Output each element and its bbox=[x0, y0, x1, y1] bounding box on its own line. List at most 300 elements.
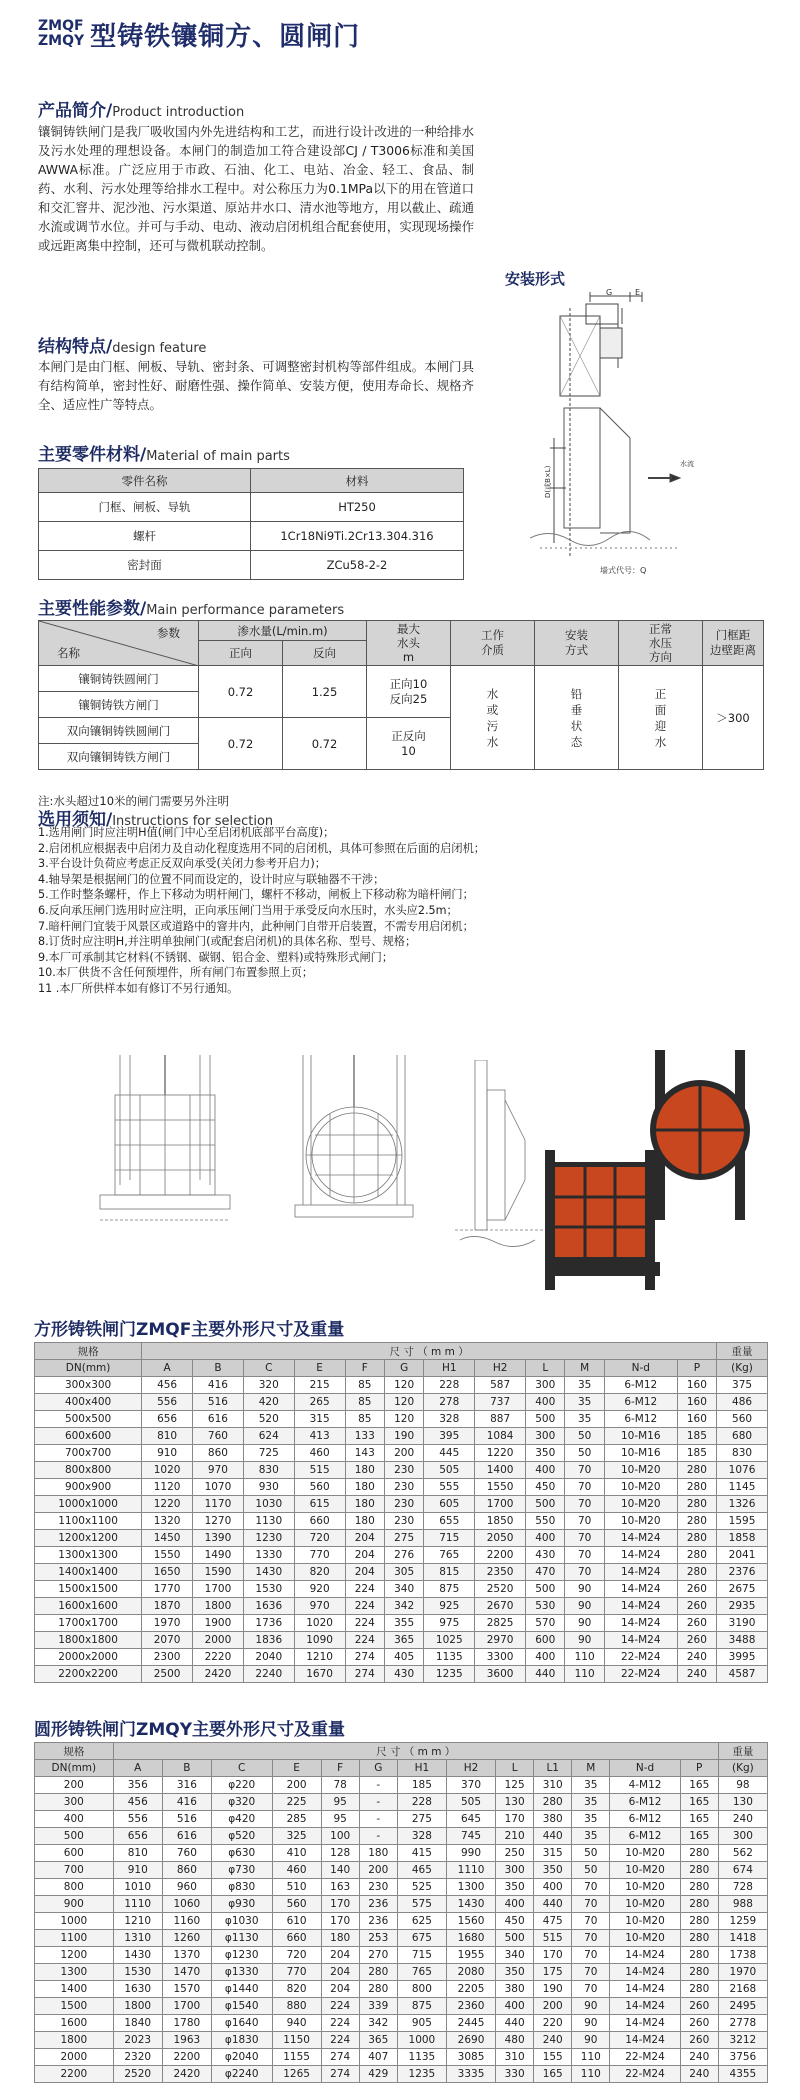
table-cell: 22-M24 bbox=[604, 1666, 677, 1683]
table-cell: 656 bbox=[142, 1411, 193, 1428]
intro-heading-cn: 产品简介/ bbox=[38, 101, 113, 121]
table-cell: 14-M24 bbox=[610, 1964, 680, 1981]
table-row bbox=[35, 1547, 768, 1564]
table-cell: 2240 bbox=[243, 1666, 294, 1683]
table-cell: 2778 bbox=[718, 2015, 767, 2032]
table-cell: 616 bbox=[193, 1411, 244, 1428]
table-cell: 280 bbox=[677, 1496, 716, 1513]
perf-h-fwd: 正向 bbox=[199, 641, 283, 666]
table-cell: 280 bbox=[680, 1913, 718, 1930]
table-cell: 370 bbox=[446, 1777, 495, 1794]
perf-name: 双向镶铜铸铁圆闸门 bbox=[39, 718, 199, 744]
parts-heading bbox=[38, 440, 290, 465]
table-cell: 830 bbox=[243, 1462, 294, 1479]
table-cell: 1530 bbox=[113, 1964, 162, 1981]
table-cell: 430 bbox=[384, 1666, 423, 1683]
table-cell: 70 bbox=[565, 1547, 604, 1564]
table-cell: 1970 bbox=[718, 1964, 767, 1981]
table-cell: 500 bbox=[35, 1828, 114, 1845]
table-row bbox=[35, 1998, 768, 2015]
table-cell: 1110 bbox=[113, 1896, 162, 1913]
table-cell: 420 bbox=[243, 1394, 294, 1411]
table-cell: 1130 bbox=[243, 1513, 294, 1530]
table-cell: 2041 bbox=[717, 1547, 768, 1564]
table-cell: 728 bbox=[718, 1879, 767, 1896]
table-cell: 236 bbox=[359, 1896, 397, 1913]
col-header: F bbox=[345, 1360, 384, 1377]
table-cell: 480 bbox=[496, 2032, 534, 2049]
table-cell: 204 bbox=[321, 1964, 359, 1981]
table-cell: 460 bbox=[272, 1862, 321, 1879]
table-cell: 700x700 bbox=[35, 1445, 142, 1462]
table-cell: φ630 bbox=[211, 1845, 272, 1862]
table-cell: 1770 bbox=[142, 1581, 193, 1598]
table-cell: 720 bbox=[294, 1530, 345, 1547]
table-row bbox=[35, 1377, 768, 1394]
list-item: 10.本厂供货不含任何预埋件，所有闸门布置参照上页； bbox=[38, 966, 314, 980]
table-cell: 280 bbox=[677, 1513, 716, 1530]
table-cell: 2350 bbox=[475, 1564, 526, 1581]
table-cell: 737 bbox=[475, 1394, 526, 1411]
table-cell: 500 bbox=[526, 1581, 565, 1598]
table-cell: 22-M24 bbox=[610, 2066, 680, 2083]
table-cell: 10-M20 bbox=[610, 1879, 680, 1896]
table-cell: 456 bbox=[142, 1377, 193, 1394]
table-cell: 1700 bbox=[475, 1496, 526, 1513]
round-dimension-table bbox=[34, 1742, 768, 2083]
table-cell: 1155 bbox=[272, 2049, 321, 2066]
table-cell: 180 bbox=[345, 1479, 384, 1496]
table-cell: 1300 bbox=[446, 1879, 495, 1896]
table-cell: 400 bbox=[526, 1530, 565, 1547]
table-row bbox=[35, 1530, 768, 1547]
table-cell: 274 bbox=[345, 1666, 384, 1683]
table-cell: 328 bbox=[397, 1828, 446, 1845]
table-cell: 1330 bbox=[243, 1547, 294, 1564]
table-cell: 90 bbox=[565, 1581, 604, 1598]
table-cell: 600 bbox=[526, 1632, 565, 1649]
perf-heading-cn: 主要性能参数/ bbox=[38, 599, 147, 619]
table-cell: 1800x1800 bbox=[35, 1632, 142, 1649]
table-cell: 10-M20 bbox=[604, 1462, 677, 1479]
table-cell: 1320 bbox=[142, 1513, 193, 1530]
table-cell: 625 bbox=[397, 1913, 446, 1930]
table-cell: 700 bbox=[35, 1862, 114, 1879]
table-cell: 505 bbox=[446, 1794, 495, 1811]
table-cell: 300 bbox=[526, 1377, 565, 1394]
table-cell: 1700 bbox=[193, 1581, 244, 1598]
table-cell: 253 bbox=[359, 1930, 397, 1947]
perf-rev: 0.72 bbox=[283, 718, 367, 770]
table-cell: 800 bbox=[397, 1981, 446, 1998]
table-cell: 14-M24 bbox=[604, 1598, 677, 1615]
install-diagram bbox=[530, 288, 720, 588]
table-cell: 900x900 bbox=[35, 1479, 142, 1496]
list-item: 11 .本厂所供样本如有修订不另行通知。 bbox=[38, 981, 239, 995]
perf-h-install: 安装 方式 bbox=[535, 621, 619, 666]
table-row bbox=[35, 1913, 768, 1930]
col-header: P bbox=[677, 1360, 716, 1377]
table-cell: 770 bbox=[272, 1964, 321, 1981]
table-cell: 276 bbox=[384, 1547, 423, 1564]
table-cell: 236 bbox=[359, 1913, 397, 1930]
table-cell: 1210 bbox=[113, 1913, 162, 1930]
table-cell: 1400 bbox=[475, 1462, 526, 1479]
table-cell: 160 bbox=[677, 1377, 716, 1394]
table-cell: φ1440 bbox=[211, 1981, 272, 1998]
table-cell: 413 bbox=[294, 1428, 345, 1445]
rd-h-dn: DN(mm) bbox=[35, 1760, 114, 1777]
list-item: 8.订货时应注明H,并注明单独闸门(或配套启闭机)的具体名称、型号、规格； bbox=[38, 935, 417, 949]
table-cell: 920 bbox=[294, 1581, 345, 1598]
table-cell: 1700 bbox=[162, 1998, 211, 2015]
table-cell: 365 bbox=[384, 1632, 423, 1649]
table-cell: 339 bbox=[359, 1998, 397, 2015]
table-cell: 616 bbox=[162, 1828, 211, 1845]
table-cell: 715 bbox=[397, 1947, 446, 1964]
table-cell: 50 bbox=[572, 1862, 610, 1879]
table-cell: 2376 bbox=[717, 1564, 768, 1581]
table-cell: 204 bbox=[345, 1564, 384, 1581]
table-cell: 265 bbox=[294, 1394, 345, 1411]
list-item: 1.选用闸门时应注明H值(闸门中心至启闭机底部平台高度)； bbox=[38, 826, 335, 839]
table-cell: 1418 bbox=[718, 1930, 767, 1947]
table-cell: 14-M24 bbox=[604, 1581, 677, 1598]
table-cell: 260 bbox=[677, 1581, 716, 1598]
table-cell: 320 bbox=[243, 1377, 294, 1394]
table-row bbox=[35, 1794, 768, 1811]
table-cell: φ1230 bbox=[211, 1947, 272, 1964]
table-cell: 165 bbox=[680, 1828, 718, 1845]
table-cell: φ520 bbox=[211, 1828, 272, 1845]
table-cell: 6-M12 bbox=[610, 1811, 680, 1828]
table-cell: 760 bbox=[193, 1428, 244, 1445]
table-cell: 355 bbox=[384, 1615, 423, 1632]
table-cell: 1963 bbox=[162, 2032, 211, 2049]
table-cell: 170 bbox=[496, 1811, 534, 1828]
table-cell: 200 bbox=[534, 1998, 572, 2015]
page-header bbox=[38, 14, 360, 54]
table-cell: 560 bbox=[294, 1479, 345, 1496]
table-cell: 3212 bbox=[718, 2032, 767, 2049]
table-cell: 715 bbox=[424, 1530, 475, 1547]
table-cell: 1600 bbox=[35, 2015, 114, 2032]
table-cell: 14-M24 bbox=[604, 1615, 677, 1632]
table-cell: 200 bbox=[35, 1777, 114, 1794]
rd-h-weight: 重量 bbox=[718, 1743, 767, 1760]
table-cell: 380 bbox=[534, 1811, 572, 1828]
table-cell: 1265 bbox=[272, 2066, 321, 2083]
table-cell: 10-M20 bbox=[610, 1862, 680, 1879]
col-header: H1 bbox=[424, 1360, 475, 1377]
table-cell: 810 bbox=[113, 1845, 162, 1862]
table-cell: 90 bbox=[565, 1598, 604, 1615]
table-cell: 240 bbox=[680, 2066, 718, 2083]
table-cell: 1270 bbox=[193, 1513, 244, 1530]
table-row bbox=[39, 493, 464, 522]
table-cell: 240 bbox=[534, 2032, 572, 2049]
table-cell: 35 bbox=[572, 1777, 610, 1794]
table-cell: - bbox=[359, 1794, 397, 1811]
table-cell: 280 bbox=[677, 1479, 716, 1496]
table-cell: 400 bbox=[526, 1649, 565, 1666]
table-cell: 160 bbox=[677, 1411, 716, 1428]
table-cell: 180 bbox=[321, 1930, 359, 1947]
side-view-drawing bbox=[455, 1060, 545, 1260]
parts-cell: 螺杆 bbox=[39, 522, 251, 551]
table-cell: 70 bbox=[565, 1513, 604, 1530]
table-cell: 1326 bbox=[717, 1496, 768, 1513]
table-cell: 228 bbox=[397, 1794, 446, 1811]
table-cell: 1259 bbox=[718, 1913, 767, 1930]
table-cell: 1595 bbox=[717, 1513, 768, 1530]
col-header: E bbox=[294, 1360, 345, 1377]
perf-install: 铅 垂 状 态 bbox=[535, 666, 619, 770]
table-cell: 440 bbox=[534, 1828, 572, 1845]
table-cell: - bbox=[359, 1828, 397, 1845]
table-cell: 165 bbox=[680, 1811, 718, 1828]
table-cell: 224 bbox=[345, 1581, 384, 1598]
table-row bbox=[35, 1930, 768, 1947]
table-cell: 130 bbox=[718, 1794, 767, 1811]
table-cell: 1084 bbox=[475, 1428, 526, 1445]
col-header: P bbox=[680, 1760, 718, 1777]
table-cell: 6-M12 bbox=[610, 1828, 680, 1845]
table-cell: - bbox=[359, 1777, 397, 1794]
parts-cell: ZCu58-2-2 bbox=[251, 551, 464, 580]
table-cell: 2205 bbox=[446, 1981, 495, 1998]
list-item: 4.轴导架是根据闸门的位置不同而设定的，设计时应与联轴器不干涉； bbox=[38, 872, 385, 886]
table-cell: 280 bbox=[680, 1862, 718, 1879]
table-cell: 460 bbox=[294, 1445, 345, 1462]
table-cell: 10-M20 bbox=[610, 1930, 680, 1947]
table-cell: 555 bbox=[424, 1479, 475, 1496]
table-cell: 1100 bbox=[35, 1930, 114, 1947]
table-cell: 486 bbox=[717, 1394, 768, 1411]
table-cell: 204 bbox=[345, 1547, 384, 1564]
table-cell: 400 bbox=[35, 1811, 114, 1828]
table-cell: 1780 bbox=[162, 2015, 211, 2032]
perf-h-rev: 反向 bbox=[283, 641, 367, 666]
perf-rev: 1.25 bbox=[283, 666, 367, 718]
col-header: C bbox=[211, 1760, 272, 1777]
label-g: G bbox=[606, 288, 613, 297]
table-cell: 70 bbox=[572, 1964, 610, 1981]
label-e: E bbox=[635, 288, 641, 297]
table-cell: 765 bbox=[424, 1547, 475, 1564]
table-cell: 3600 bbox=[475, 1666, 526, 1683]
table-cell: 342 bbox=[359, 2015, 397, 2032]
table-cell: - bbox=[359, 1811, 397, 1828]
table-cell: 70 bbox=[565, 1479, 604, 1496]
table-cell: 70 bbox=[565, 1530, 604, 1547]
label-d: D(或B×L) bbox=[544, 465, 552, 498]
table-cell: 280 bbox=[677, 1547, 716, 1564]
table-cell: 260 bbox=[680, 2032, 718, 2049]
table-cell: 1736 bbox=[243, 1615, 294, 1632]
table-row bbox=[35, 1981, 768, 1998]
col-header: L bbox=[496, 1760, 534, 1777]
table-cell: 1850 bbox=[475, 1513, 526, 1530]
table-cell: 1020 bbox=[142, 1462, 193, 1479]
table-cell: 215 bbox=[294, 1377, 345, 1394]
table-cell: 429 bbox=[359, 2066, 397, 2083]
table-cell: 224 bbox=[345, 1632, 384, 1649]
table-cell: 1030 bbox=[243, 1496, 294, 1513]
table-cell: 305 bbox=[384, 1564, 423, 1581]
table-cell: 356 bbox=[113, 1777, 162, 1794]
table-cell: 500 bbox=[496, 1930, 534, 1947]
perf-h-dist: 门框距 边壁距离 bbox=[703, 621, 764, 666]
table-cell: 1230 bbox=[243, 1530, 294, 1547]
table-row bbox=[39, 666, 764, 692]
table-cell: 4355 bbox=[718, 2066, 767, 2083]
table-row bbox=[35, 2049, 768, 2066]
table-cell: 185 bbox=[677, 1445, 716, 1462]
table-cell: 610 bbox=[272, 1913, 321, 1930]
table-cell: 130 bbox=[496, 1794, 534, 1811]
table-cell: 925 bbox=[424, 1598, 475, 1615]
table-cell: 1010 bbox=[113, 1879, 162, 1896]
table-cell: 274 bbox=[321, 2066, 359, 2083]
model-code-1: ZMQF bbox=[38, 18, 84, 34]
table-cell: 70 bbox=[565, 1496, 604, 1513]
table-cell: 10-M16 bbox=[604, 1445, 677, 1462]
col-header: A bbox=[142, 1360, 193, 1377]
table-cell: 300 bbox=[526, 1428, 565, 1445]
table-row bbox=[35, 2015, 768, 2032]
table-cell: 1210 bbox=[294, 1649, 345, 1666]
table-row bbox=[35, 1581, 768, 1598]
table-row bbox=[35, 1496, 768, 1513]
table-cell: 605 bbox=[424, 1496, 475, 1513]
table-cell: 1870 bbox=[142, 1598, 193, 1615]
table-cell: 1560 bbox=[446, 1913, 495, 1930]
table-cell: 224 bbox=[345, 1615, 384, 1632]
table-cell: 660 bbox=[272, 1930, 321, 1947]
col-header: H2 bbox=[446, 1760, 495, 1777]
table-cell: 4-M12 bbox=[610, 1777, 680, 1794]
table-cell: 280 bbox=[680, 1845, 718, 1862]
table-cell: 210 bbox=[496, 1828, 534, 1845]
table-cell: 380 bbox=[496, 1981, 534, 1998]
table-cell: 2445 bbox=[446, 2015, 495, 2032]
gate-photo bbox=[545, 1050, 760, 1290]
table-cell: 1900 bbox=[193, 1615, 244, 1632]
table-cell: 10-M20 bbox=[610, 1845, 680, 1862]
install-caption: 墙式代号：Q bbox=[600, 566, 647, 575]
table-cell: 1090 bbox=[294, 1632, 345, 1649]
table-cell: 14-M24 bbox=[610, 1998, 680, 2015]
table-cell: 415 bbox=[397, 1845, 446, 1862]
table-cell: 350 bbox=[534, 1862, 572, 1879]
table-cell: 35 bbox=[565, 1411, 604, 1428]
perf-h-head: 最大 水头 m bbox=[367, 621, 451, 666]
table-cell: 85 bbox=[345, 1394, 384, 1411]
table-cell: 204 bbox=[321, 1981, 359, 1998]
table-cell: 410 bbox=[272, 1845, 321, 1862]
table-cell: 516 bbox=[162, 1811, 211, 1828]
table-cell: 1200 bbox=[35, 1947, 114, 1964]
table-cell: 14-M24 bbox=[610, 2032, 680, 2049]
table-cell: 3756 bbox=[718, 2049, 767, 2066]
table-cell: 1390 bbox=[193, 1530, 244, 1547]
table-cell: 960 bbox=[162, 1879, 211, 1896]
table-cell: 1600x1600 bbox=[35, 1598, 142, 1615]
table-cell: 280 bbox=[677, 1462, 716, 1479]
table-cell: 160 bbox=[677, 1394, 716, 1411]
table-cell: 940 bbox=[272, 2015, 321, 2032]
table-cell: 400 bbox=[496, 1998, 534, 2015]
table-cell: 224 bbox=[321, 2015, 359, 2032]
table-cell: 615 bbox=[294, 1496, 345, 1513]
table-cell: 515 bbox=[294, 1462, 345, 1479]
table-cell: 1800 bbox=[193, 1598, 244, 1615]
table-cell: 35 bbox=[572, 1828, 610, 1845]
table-cell: 875 bbox=[397, 1998, 446, 2015]
table-cell: 405 bbox=[384, 1649, 423, 1666]
table-row bbox=[35, 1394, 768, 1411]
table-cell: 2000x2000 bbox=[35, 1649, 142, 1666]
table-cell: 2675 bbox=[717, 1581, 768, 1598]
table-cell: 1400x1400 bbox=[35, 1564, 142, 1581]
table-cell: 970 bbox=[193, 1462, 244, 1479]
table-cell: 280 bbox=[680, 1879, 718, 1896]
table-cell: 204 bbox=[345, 1530, 384, 1547]
table-cell: 1000x1000 bbox=[35, 1496, 142, 1513]
list-item: 9.本厂可承制其它材料(不锈钢、碳钢、铝合金、塑料)或特殊形式闸门； bbox=[38, 950, 394, 964]
table-cell: 240 bbox=[718, 1811, 767, 1828]
list-item: 2.启闭机应根据表中启闭力及自动化程度选用不同的启闭机，具体可参照在后面的启闭机； bbox=[38, 841, 485, 855]
table-row bbox=[35, 2032, 768, 2049]
col-header: E bbox=[272, 1760, 321, 1777]
table-row bbox=[35, 1445, 768, 1462]
table-cell: 2023 bbox=[113, 2032, 162, 2049]
table-cell: 1235 bbox=[424, 1666, 475, 1683]
table-row bbox=[35, 1845, 768, 1862]
table-cell: 645 bbox=[446, 1811, 495, 1828]
table-cell: 2080 bbox=[446, 1964, 495, 1981]
table-cell: 2360 bbox=[446, 1998, 495, 2015]
table-cell: 1135 bbox=[424, 1649, 475, 1666]
table-cell: 725 bbox=[243, 1445, 294, 1462]
table-cell: 416 bbox=[162, 1794, 211, 1811]
table-cell: 910 bbox=[113, 1862, 162, 1879]
table-cell: 3995 bbox=[717, 1649, 768, 1666]
install-heading: 安装形式 bbox=[505, 270, 566, 288]
col-header: B bbox=[162, 1760, 211, 1777]
table-cell: 1858 bbox=[717, 1530, 768, 1547]
table-cell: 180 bbox=[359, 1845, 397, 1862]
table-cell: 190 bbox=[534, 1981, 572, 1998]
table-cell: 530 bbox=[526, 1598, 565, 1615]
table-cell: 280 bbox=[677, 1530, 716, 1547]
table-cell: 562 bbox=[718, 1845, 767, 1862]
table-cell: 70 bbox=[572, 1879, 610, 1896]
perf-name: 镶铜铸铁方闸门 bbox=[39, 692, 199, 718]
table-cell: 560 bbox=[717, 1411, 768, 1428]
table-cell: 660 bbox=[294, 1513, 345, 1530]
table-cell: φ930 bbox=[211, 1896, 272, 1913]
table-cell: 155 bbox=[534, 2049, 572, 2066]
col-header-kg: (Kg) bbox=[718, 1760, 767, 1777]
table-row bbox=[35, 1632, 768, 1649]
table-cell: 278 bbox=[424, 1394, 475, 1411]
perf-heading bbox=[38, 594, 344, 619]
table-cell: 315 bbox=[534, 1845, 572, 1862]
table-cell: 230 bbox=[359, 1879, 397, 1896]
table-cell: 240 bbox=[677, 1666, 716, 1683]
